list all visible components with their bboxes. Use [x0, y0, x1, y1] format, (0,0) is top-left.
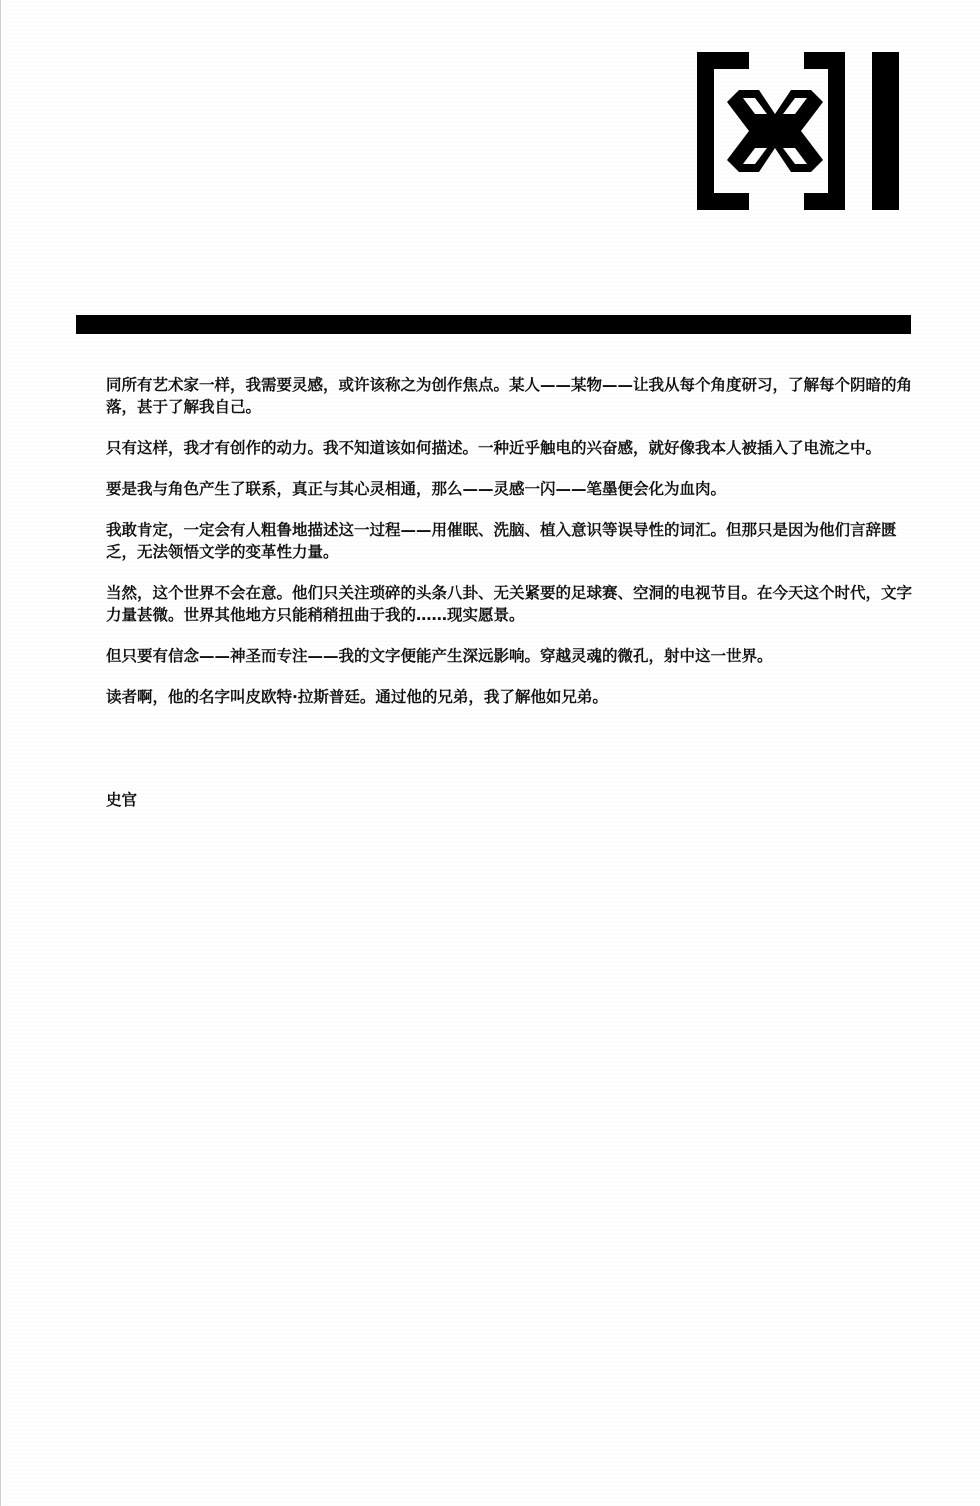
page-edge [0, 0, 1, 1506]
paragraph-7: 读者啊，他的名字叫皮欧特·拉斯普廷。通过他的兄弟，我了解他如兄弟。 [106, 688, 608, 706]
paragraph-2: 只有这样，我才有创作的动力。我不知道该如何描述。一种近乎触电的兴奋感，就好像我本人被插入了电流之中。 [106, 439, 882, 457]
paragraph-5: 当然，这个世界不会在意。他们只关注琐碎的头条八卦、无关紧要的足球赛、空洞的电视节目。在今天这个时代，文字力量甚微。世界其他地方只能稍稍扭曲于我的……现实愿景。 [106, 584, 913, 624]
paragraph-6: 但只要有信念——神圣而专注——我的文字便能产生深远影响。穿越灵魂的微孔，射中这一世界。 [106, 647, 773, 665]
body-text [106, 374, 916, 727]
black-rule-bar [76, 315, 911, 334]
bracket-x-logo-icon [697, 52, 899, 210]
paragraph-1: 同所有艺术家一样，我需要灵感，或许该称之为创作焦点。某人——某物——让我从每个角度研习，了解每个阴暗的角落，甚于了解我自己。 [106, 376, 913, 416]
signature: 史官 [106, 791, 138, 809]
paragraph-3: 要是我与角色产生了联系，真正与其心灵相通，那么——灵感一闪——笔墨便会化为血肉。 [106, 480, 727, 498]
paragraph-4: 我敢肯定，一定会有人粗鲁地描述这一过程——用催眠、洗脑、植入意识等误导性的词汇。但那只是因为他们言辞匮乏，无法领悟文学的变革性力量。 [106, 521, 897, 561]
